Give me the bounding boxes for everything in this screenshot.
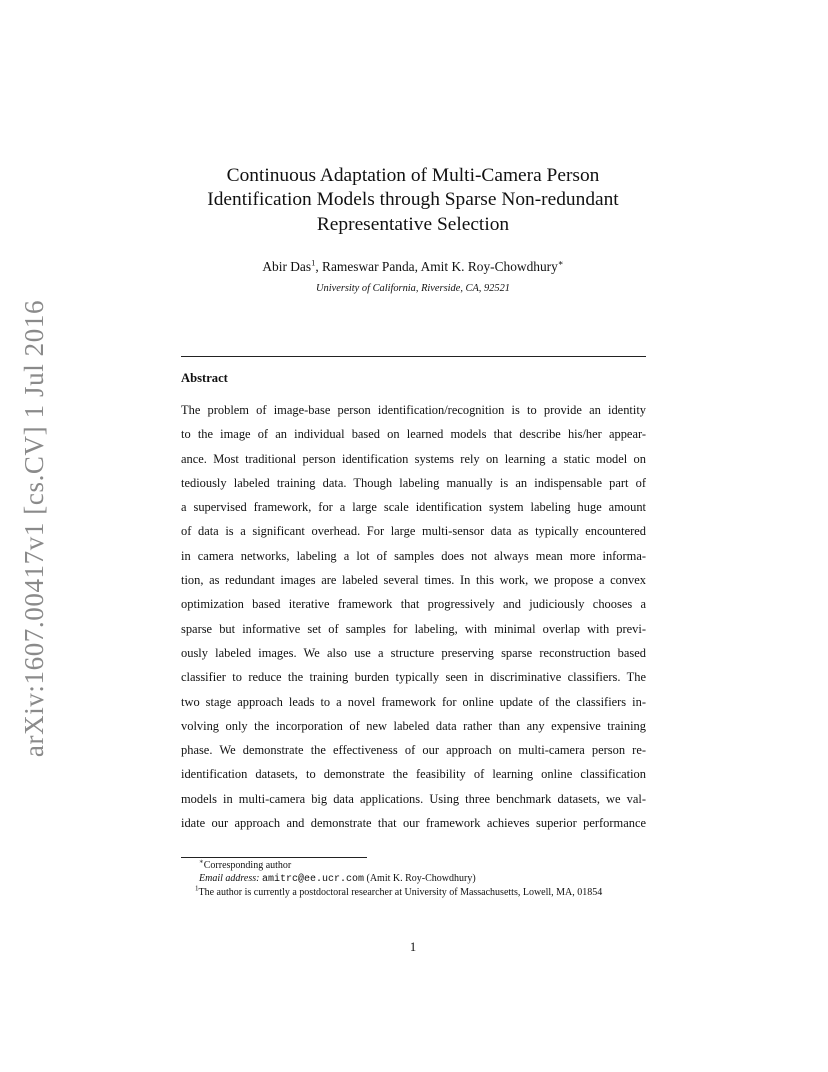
footnote-text: Corresponding author: [203, 860, 292, 871]
abstract-line: models in multi-camera big data applications. Using three benchmark datasets, we val-: [181, 791, 646, 806]
footnote-rule: [181, 857, 367, 858]
author-list: [160, 258, 666, 276]
abstract-line: to the image of an individual based on learned models that describe his/her appear-: [181, 427, 646, 442]
author-name: Abir Das: [262, 259, 312, 274]
abstract-line: optimization based iterative framework that progressively and judiciously chooses a: [181, 597, 646, 612]
abstract-heading: Abstract: [181, 371, 228, 385]
abstract-line: volving only the incorporation of new labeled data rather than any expensive training: [181, 718, 646, 733]
abstract-line: phase. We demonstrate the effectiveness of our approach on multi-camera person re-: [181, 743, 646, 758]
abstract-line: ously labeled images. We also use a structure preserving sparse reconstruction based: [181, 645, 646, 660]
email-address-link[interactable]: amitrc@ee.ucr.com: [261, 873, 364, 885]
author-affiliation: University of California, Riverside, CA, 92521: [316, 283, 510, 294]
footnotes: [181, 857, 651, 899]
author-name: , Rameswar Panda,: [315, 259, 421, 274]
abstract-line: sparse but informative set of samples for labeling, with minimal overlap with previ-: [181, 621, 646, 636]
abstract-line: two stage approach leads to a novel framework for online update of the classifiers in-: [181, 694, 646, 709]
abstract-line: tion, as redundant images are labeled several times. In this work, we propose a convex: [181, 573, 646, 588]
abstract-line: The problem of image-base person identification/recognition is to provide an identity: [181, 403, 646, 417]
author-footnote-mark: ∗: [557, 257, 564, 268]
abstract-line: classifier to reduce the training burden typically seen in discriminative classifiers. The: [181, 670, 646, 685]
footnote-corresponding: [181, 857, 651, 873]
abstract-line: ance. Most traditional person identification systems rely on learning a static model on: [181, 451, 646, 466]
abstract-line: in camera networks, labeling a lot of samples does not always mean more informa-: [181, 548, 646, 563]
title-line: Identification Models through Sparse Non-redundant: [207, 189, 619, 211]
abstract-top-rule: [181, 356, 646, 357]
paper-title: [160, 164, 666, 237]
abstract-line: identification datasets, to demonstrate the feasibility of learning online classification: [181, 767, 646, 782]
footnote-text: The author is currently a postdoctoral researcher at University of Massachusetts, Lowell, MA, 01854: [198, 886, 603, 898]
abstract-line: a supervised framework, for a large scale identification system labeling huge amount: [181, 500, 646, 515]
abstract-line: idate our approach and demonstrate that our framework achieves superior performance: [181, 816, 646, 831]
footnote-mark: ∗: [199, 857, 204, 866]
arxiv-identifier-stamp: [12, 298, 58, 758]
abstract-line: of data is a significant overhead. For large multi-sensor data as typically encountered: [181, 524, 646, 539]
abstract-body: [181, 400, 646, 837]
title-line: Representative Selection: [316, 213, 510, 235]
footnote-mark: 1: [195, 884, 199, 893]
page-number: 1: [409, 940, 417, 954]
title-line: Continuous Adaptation of Multi-Camera Person: [226, 165, 600, 186]
abstract-line: tediously labeled training data. Though labeling manually is an indispensable part of: [181, 475, 646, 490]
footnote-1: [181, 884, 651, 900]
author-footnote-mark: 1: [311, 257, 316, 268]
email-label: Email address:: [199, 872, 262, 884]
author-name: Amit K. Roy-Chowdhury: [420, 259, 558, 274]
footnote-email: [181, 873, 651, 887]
email-owner: (Amit K. Roy-Chowdhury): [364, 872, 476, 884]
arxiv-identifier-text: arXiv:1607.00417v1 [cs.CV] 1 Jul 2016: [19, 299, 50, 757]
